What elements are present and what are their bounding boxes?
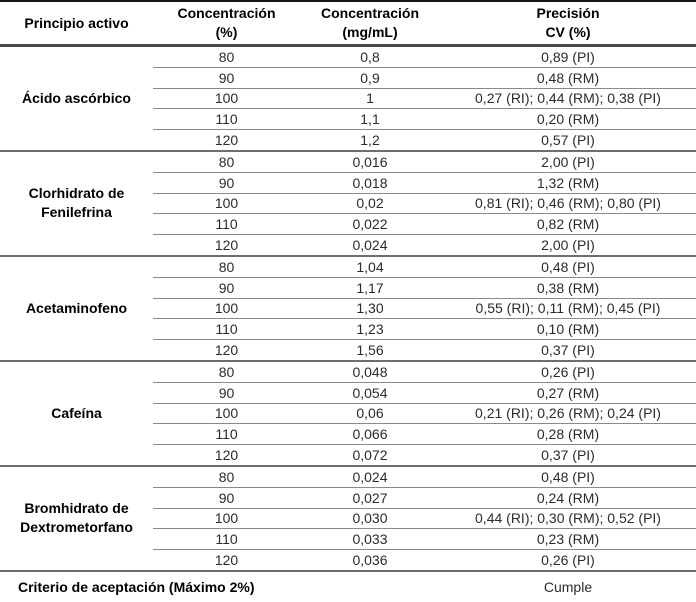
concentration-pct-cell: 90 — [153, 67, 300, 88]
precision-cv-cell: 0,57 (PI) — [440, 130, 696, 151]
precision-cv-cell: 0,48 (PI) — [440, 256, 696, 277]
concentration-pct-cell: 90 — [153, 487, 300, 508]
precision-cv-cell: 0,26 (PI) — [440, 550, 696, 571]
precision-cv-cell: 0,37 (PI) — [440, 340, 696, 361]
concentration-mgml-cell: 0,033 — [300, 529, 440, 550]
precision-cv-cell: 0,28 (RM) — [440, 424, 696, 445]
precision-cv-cell: 0,26 (PI) — [440, 361, 696, 382]
precision-cv-cell: 0,48 (PI) — [440, 466, 696, 487]
precision-cv-cell: 0,23 (RM) — [440, 529, 696, 550]
concentration-pct-cell: 120 — [153, 550, 300, 571]
concentration-pct-cell: 90 — [153, 277, 300, 298]
concentration-mgml-cell: 0,8 — [300, 46, 440, 68]
precision-cv-cell: 0,27 (RI); 0,44 (RM); 0,38 (PI) — [440, 88, 696, 109]
precision-cv-cell: 0,89 (PI) — [440, 46, 696, 68]
concentration-mgml-cell: 1,04 — [300, 256, 440, 277]
concentration-pct-cell: 110 — [153, 109, 300, 130]
concentration-mgml-cell: 1,2 — [300, 130, 440, 151]
precision-cv-cell: 2,00 (PI) — [440, 235, 696, 256]
column-header-line: Concentración — [320, 5, 419, 21]
concentration-pct-cell: 110 — [153, 424, 300, 445]
concentration-pct-cell: 80 — [153, 46, 300, 68]
acceptance-criterion-label: Criterio de aceptación (Máximo 2%) — [0, 571, 440, 602]
concentration-pct-cell: 80 — [153, 151, 300, 172]
concentration-mgml-cell: 0,06 — [300, 403, 440, 424]
group-name-cell: Acetaminofeno — [0, 256, 153, 361]
precision-cv-cell: 1,32 (RM) — [440, 172, 696, 193]
group-name-cell: Clorhidrato de Fenilefrina — [0, 151, 153, 256]
column-header-line: (%) — [215, 24, 238, 40]
column-header-precision-cv — [440, 1, 696, 46]
concentration-mgml-cell: 0,027 — [300, 487, 440, 508]
concentration-pct-cell: 100 — [153, 508, 300, 529]
concentration-mgml-cell: 1,30 — [300, 298, 440, 319]
concentration-pct-cell: 110 — [153, 529, 300, 550]
precision-cv-cell: 0,55 (RI); 0,11 (RM); 0,45 (PI) — [440, 298, 696, 319]
concentration-pct-cell: 120 — [153, 340, 300, 361]
concentration-mgml-cell: 0,072 — [300, 445, 440, 466]
precision-cv-cell: 2,00 (PI) — [440, 151, 696, 172]
precision-cv-cell: 0,38 (RM) — [440, 277, 696, 298]
precision-cv-cell: 0,82 (RM) — [440, 214, 696, 235]
concentration-pct-cell: 100 — [153, 403, 300, 424]
concentration-mgml-cell: 0,036 — [300, 550, 440, 571]
footer-row — [0, 571, 696, 602]
column-header-principio-activo — [0, 1, 153, 46]
concentration-mgml-cell: 1 — [300, 88, 440, 109]
column-header-concentracion-pct — [153, 1, 300, 46]
column-header-line: CV (%) — [545, 24, 591, 40]
concentration-mgml-cell: 1,1 — [300, 109, 440, 130]
concentration-mgml-cell: 0,066 — [300, 424, 440, 445]
header-row — [0, 1, 696, 46]
precision-cv-cell: 0,37 (PI) — [440, 445, 696, 466]
table-body — [0, 46, 696, 571]
concentration-pct-cell: 100 — [153, 193, 300, 214]
concentration-pct-cell: 120 — [153, 235, 300, 256]
concentration-pct-cell: 120 — [153, 445, 300, 466]
concentration-mgml-cell: 0,016 — [300, 151, 440, 172]
concentration-pct-cell: 110 — [153, 214, 300, 235]
concentration-mgml-cell: 0,024 — [300, 466, 440, 487]
concentration-pct-cell: 100 — [153, 298, 300, 319]
concentration-mgml-cell: 1,56 — [300, 340, 440, 361]
precision-cv-cell: 0,24 (RM) — [440, 487, 696, 508]
concentration-pct-cell: 100 — [153, 88, 300, 109]
precision-cv-cell: 0,21 (RI); 0,26 (RM); 0,24 (PI) — [440, 403, 696, 424]
concentration-mgml-cell: 1,17 — [300, 277, 440, 298]
precision-cv-cell: 0,48 (RM) — [440, 67, 696, 88]
concentration-mgml-cell: 0,018 — [300, 172, 440, 193]
column-header-line: (mg/mL) — [342, 24, 398, 40]
group-name-cell: Bromhidrato de Dextrometorfano — [0, 466, 153, 571]
column-header-line: Concentración — [177, 5, 276, 21]
column-header-line: Principio activo — [24, 14, 129, 31]
table-row — [0, 361, 696, 382]
precision-cv-cell: 0,44 (RI); 0,30 (RM); 0,52 (PI) — [440, 508, 696, 529]
concentration-mgml-cell: 0,022 — [300, 214, 440, 235]
concentration-mgml-cell: 0,02 — [300, 193, 440, 214]
concentration-mgml-cell: 1,23 — [300, 319, 440, 340]
concentration-pct-cell: 80 — [153, 466, 300, 487]
concentration-pct-cell: 90 — [153, 172, 300, 193]
concentration-pct-cell: 120 — [153, 130, 300, 151]
concentration-pct-cell: 80 — [153, 256, 300, 277]
group-name-cell: Ácido ascórbico — [0, 46, 153, 151]
table-row — [0, 256, 696, 277]
acceptance-criterion-value: Cumple — [440, 571, 696, 602]
concentration-mgml-cell: 0,030 — [300, 508, 440, 529]
precision-cv-cell: 0,27 (RM) — [440, 382, 696, 403]
concentration-pct-cell: 110 — [153, 319, 300, 340]
precision-cv-cell: 0,10 (RM) — [440, 319, 696, 340]
group-name-cell: Cafeína — [0, 361, 153, 466]
column-header-concentracion-mgml — [300, 1, 440, 46]
concentration-mgml-cell: 0,054 — [300, 382, 440, 403]
table-row — [0, 46, 696, 68]
precision-cv-cell: 0,20 (RM) — [440, 109, 696, 130]
concentration-mgml-cell: 0,024 — [300, 235, 440, 256]
table-row — [0, 151, 696, 172]
table-row — [0, 466, 696, 487]
concentration-mgml-cell: 0,9 — [300, 67, 440, 88]
concentration-mgml-cell: 0,048 — [300, 361, 440, 382]
concentration-pct-cell: 80 — [153, 361, 300, 382]
concentration-pct-cell: 90 — [153, 382, 300, 403]
precision-cv-cell: 0,81 (RI); 0,46 (RM); 0,80 (PI) — [440, 193, 696, 214]
column-header-line: Precisión — [536, 5, 600, 21]
